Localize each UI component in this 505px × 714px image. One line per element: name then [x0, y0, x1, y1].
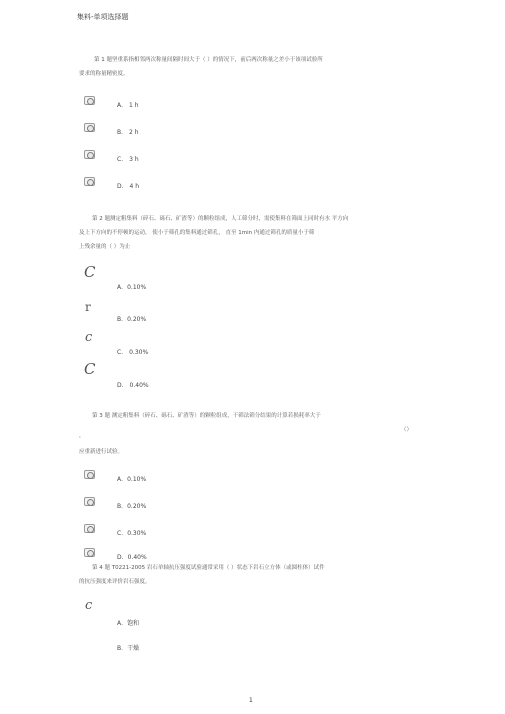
q2-option-a-label: A．0.10% — [117, 284, 147, 291]
q2-option-b-label: B．0.20% — [117, 316, 147, 323]
q1-option-c-radio[interactable] — [84, 150, 95, 159]
q3-option-d-radio[interactable] — [84, 548, 95, 557]
q2-option-c-label: C． 0.30% — [117, 349, 149, 356]
q4-option-a-radio[interactable]: c — [85, 598, 93, 613]
q1-option-a-label: A． 1 h — [117, 102, 139, 109]
q2-text-line2: 及上下方向的不停顿的运动， 使小于筛孔的集料通过筛孔， 直至 1min 内通过筛孔的质量小于筛 — [79, 230, 315, 236]
q1-text-line2: 要求的称量精密度。 — [79, 71, 129, 77]
page-number: 1 — [249, 697, 253, 704]
q3-option-b-label: B．0.20% — [117, 503, 147, 510]
q1-option-a-radio[interactable] — [84, 96, 95, 105]
q3-paren: （） — [401, 427, 413, 433]
q2-option-d-label: D． 0.40% — [117, 382, 149, 389]
q3-option-b-radio[interactable] — [84, 497, 95, 506]
q1-option-c-label: C． 3 h — [117, 156, 139, 163]
q4-option-a-label: A．饱和 — [117, 620, 140, 627]
q4-text-line1: 第 4 题 T0221-2005 岩石单轴抗压强度试验通常采用（ ）状态下岩石立方体（或圆柱体）试件 — [92, 565, 325, 571]
q3-option-a-radio[interactable] — [84, 470, 95, 479]
q3-comma: ， — [79, 433, 85, 439]
q4-option-b-label: B．干燥 — [117, 645, 140, 652]
q1-option-b-label: B． 2 h — [117, 129, 139, 136]
q4-text-line2: 的抗压强度来评价岩石强度。 — [79, 579, 151, 585]
q3-option-c-radio[interactable] — [84, 524, 95, 533]
q1-option-d-radio[interactable] — [84, 177, 95, 186]
q2-text-line1: 第 2 题测定粗集料（碎石、砾石、矿渣等）的颗粒组成，人工筛分时，需使集料在筛面上同时有水 平方向 — [92, 216, 349, 222]
q2-option-a-radio[interactable]: C — [84, 263, 96, 281]
q3-text-line1: 第 3 题 测定粗集料（碎石、砾石、矿渣等）的颗粒组成，干筛法筛分结果的计算若损耗率大于 — [92, 413, 321, 419]
q1-text-line1: 第 1 题坚重系指相邻两次称量间隔时间大于（ ）的情况下，前后两次称量之差小于该项试验所 — [94, 57, 323, 63]
q2-text-line3: 上残余量的（ ）为止 — [79, 244, 131, 250]
q3-option-a-label: A．0.10% — [117, 476, 147, 483]
q2-option-b-radio[interactable]: r — [85, 300, 91, 314]
q2-option-d-radio[interactable]: C — [84, 360, 96, 378]
q3-text-line2: 应重新进行试验。 — [79, 449, 124, 455]
q2-option-c-radio[interactable]: c — [85, 330, 93, 345]
document-header: 集料-单项选择题 — [77, 13, 129, 21]
q3-option-d-label: D．0.40% — [117, 554, 147, 561]
q1-option-d-label: D． 4 h — [117, 183, 140, 190]
q1-option-b-radio[interactable] — [84, 123, 95, 132]
q3-option-c-label: C．0.30% — [117, 530, 147, 537]
